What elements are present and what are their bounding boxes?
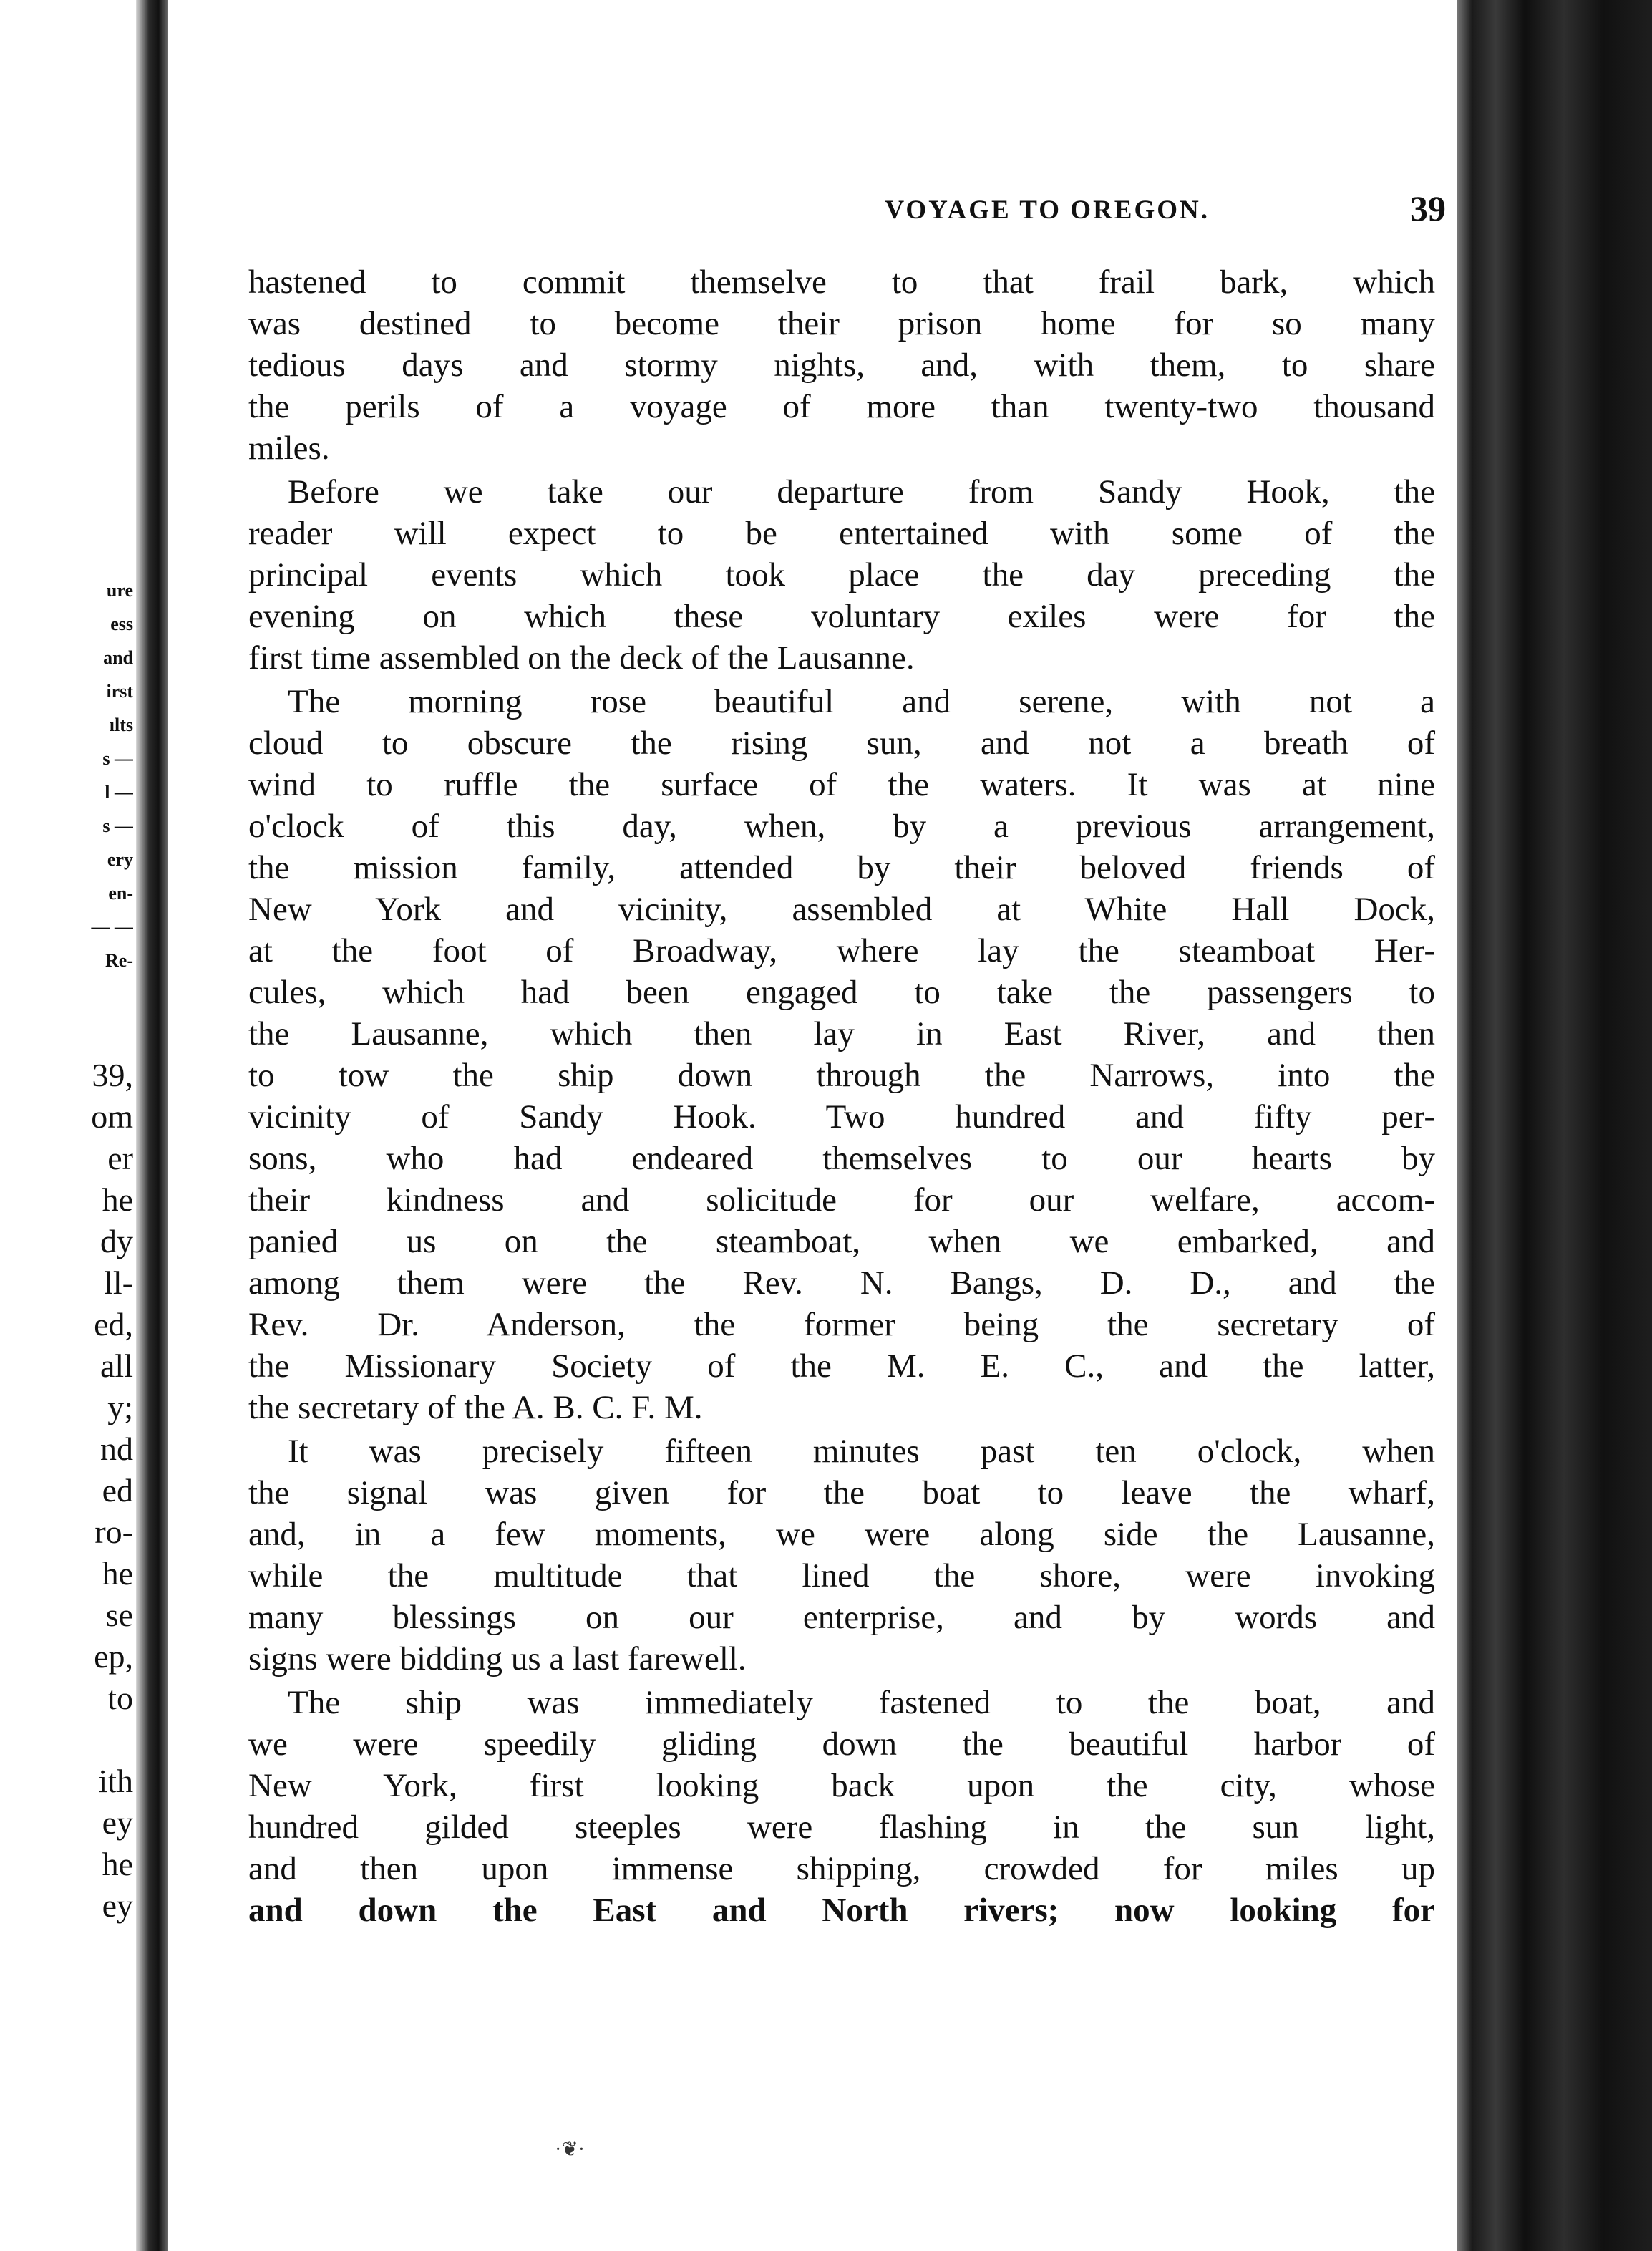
prev-page-fragment: — — <box>91 916 133 937</box>
text-line: their kindness and solicitude for our welfare, accom- <box>248 1181 1435 1219</box>
text-line: panied us on the steamboat, when we embarked, and <box>248 1223 1435 1260</box>
text-line: vicinity of Sandy Hook. Two hundred and fifty per- <box>248 1098 1435 1136</box>
page-body-text <box>248 261 1435 1933</box>
text-line: hastened to commit themselve to that frail bark, which <box>248 263 1435 301</box>
text-line: the signal was given for the boat to leave the wharf, <box>248 1474 1435 1511</box>
prev-page-fragment: ess <box>110 614 133 634</box>
text-line: the mission family, attended by their beloved friends of <box>248 849 1435 886</box>
paragraph <box>248 1431 1435 1680</box>
text-line: and then upon immense shipping, crowded for miles up <box>248 1850 1435 1887</box>
text-line: reader will expect to be entertained with some of the <box>248 515 1435 552</box>
text-line: was destined to become their prison home for so many <box>248 305 1435 342</box>
text-line: sons, who had endeared themselves to our hearts by <box>248 1140 1435 1177</box>
text-line: first time assembled on the deck of the Lausanne. <box>248 639 915 677</box>
previous-page-edge <box>0 0 154 2251</box>
text-line: cloud to obscure the rising sun, and not a breath of <box>248 725 1435 762</box>
text-line: hundred gilded steeples were flashing in the sun light, <box>248 1809 1435 1846</box>
prev-page-fragment: and <box>103 647 133 668</box>
prev-page-fragment: ery <box>107 849 133 870</box>
prev-page-fragment: ro- <box>94 1514 133 1550</box>
text-line: and, in a few moments, we were along side the Lausanne, <box>248 1516 1435 1553</box>
text-line: It was precisely fifteen minutes past ten o'clock, when <box>288 1433 1435 1470</box>
prev-page-fragment: en- <box>108 883 133 904</box>
paragraph <box>248 261 1435 469</box>
text-line: to tow the ship down through the Narrows, into the <box>248 1057 1435 1094</box>
prev-page-fragment: to <box>107 1680 133 1716</box>
text-line: The morning rose beautiful and serene, with not a <box>288 683 1435 720</box>
prev-page-fragment: nd <box>100 1431 133 1467</box>
prev-page-fragment: he <box>102 1181 133 1218</box>
prev-page-fragment: ep, <box>94 1638 133 1675</box>
text-line: New York and vicinity, assembled at White Hall Dock, <box>248 891 1435 928</box>
paragraph <box>248 471 1435 679</box>
prev-page-fragment: ith <box>98 1763 133 1799</box>
prev-page-fragment: ure <box>106 580 133 601</box>
prev-page-fragment: s — <box>102 815 133 836</box>
text-line: New York, first looking back upon the city, whose <box>248 1767 1435 1804</box>
prev-page-fragment: ed, <box>94 1306 133 1342</box>
text-line: Rev. Dr. Anderson, the former being the secretary of <box>248 1306 1435 1343</box>
paragraph <box>248 681 1435 1428</box>
prev-page-fragment: y; <box>107 1389 133 1425</box>
text-line: signs were bidding us a last farewell. <box>248 1640 747 1678</box>
prev-page-fragment: ey <box>102 1804 133 1841</box>
prev-page-fragment: Re- <box>105 950 133 971</box>
prev-page-fragment: ll- <box>104 1264 133 1301</box>
text-line: principal events which took place the day preceding the <box>248 556 1435 594</box>
text-line: miles. <box>248 430 330 467</box>
prev-page-fragment: irst <box>106 681 133 702</box>
prev-page-fragment: dy <box>100 1223 133 1259</box>
text-line: evening on which these voluntary exiles were for the <box>248 598 1435 635</box>
text-line: the perils of a voyage of more than twenty-two thousand <box>248 388 1435 425</box>
page-header <box>254 185 1446 235</box>
text-line: Before we take our departure from Sandy Hook, the <box>288 473 1435 510</box>
prev-page-fragment: 39, <box>92 1057 133 1093</box>
text-line: cules, which had been engaged to take the passengers to <box>248 974 1435 1011</box>
prev-page-fragment: all <box>100 1347 133 1384</box>
text-line: The ship was immediately fastened to the boat, and <box>288 1684 1435 1721</box>
prev-page-fragment: s — <box>102 748 133 769</box>
text-line: tedious days and stormy nights, and, with them, to share <box>248 347 1435 384</box>
text-line: the secretary of the A. B. C. F. M. <box>248 1389 703 1426</box>
page-number: 39 <box>1410 188 1446 228</box>
paragraph <box>248 1682 1435 1931</box>
text-line: and down the East and North rivers; now looking for <box>248 1892 1435 1929</box>
prev-page-fragment: he <box>102 1846 133 1882</box>
prev-page-fragment: ılts <box>109 715 133 735</box>
prev-page-fragment: er <box>107 1140 133 1176</box>
prev-page-fragment: ed <box>102 1472 133 1509</box>
running-title: VOYAGE TO OREGON. <box>885 195 1210 225</box>
text-line: many blessings on our enterprise, and by words and <box>248 1599 1435 1636</box>
text-line: o'clock of this day, when, by a previous arrangement, <box>248 808 1435 845</box>
text-line: while the multitude that lined the shore, were invoking <box>248 1557 1435 1594</box>
ink-smudge-mark: ·❦· <box>555 2139 586 2161</box>
text-line: the Missionary Society of the M. E. C., and the latter, <box>248 1347 1435 1385</box>
previous-page-text-fragments <box>0 0 136 2251</box>
prev-page-fragment: l — <box>105 782 133 803</box>
book-gutter <box>136 0 168 2251</box>
prev-page-fragment: se <box>105 1597 133 1633</box>
book-page <box>168 0 1457 2251</box>
page-stack-edge <box>1457 0 1652 2251</box>
prev-page-fragment: he <box>102 1555 133 1592</box>
text-line: among them were the Rev. N. Bangs, D. D., and the <box>248 1264 1435 1302</box>
prev-page-fragment: ey <box>102 1887 133 1924</box>
text-line: the Lausanne, which then lay in East River, and then <box>248 1015 1435 1052</box>
text-line: wind to ruffle the surface of the waters. It was at nine <box>248 766 1435 803</box>
text-line: we were speedily gliding down the beautiful harbor of <box>248 1725 1435 1763</box>
prev-page-fragment: om <box>91 1098 133 1135</box>
text-line: at the foot of Broadway, where lay the steamboat Her- <box>248 932 1435 969</box>
